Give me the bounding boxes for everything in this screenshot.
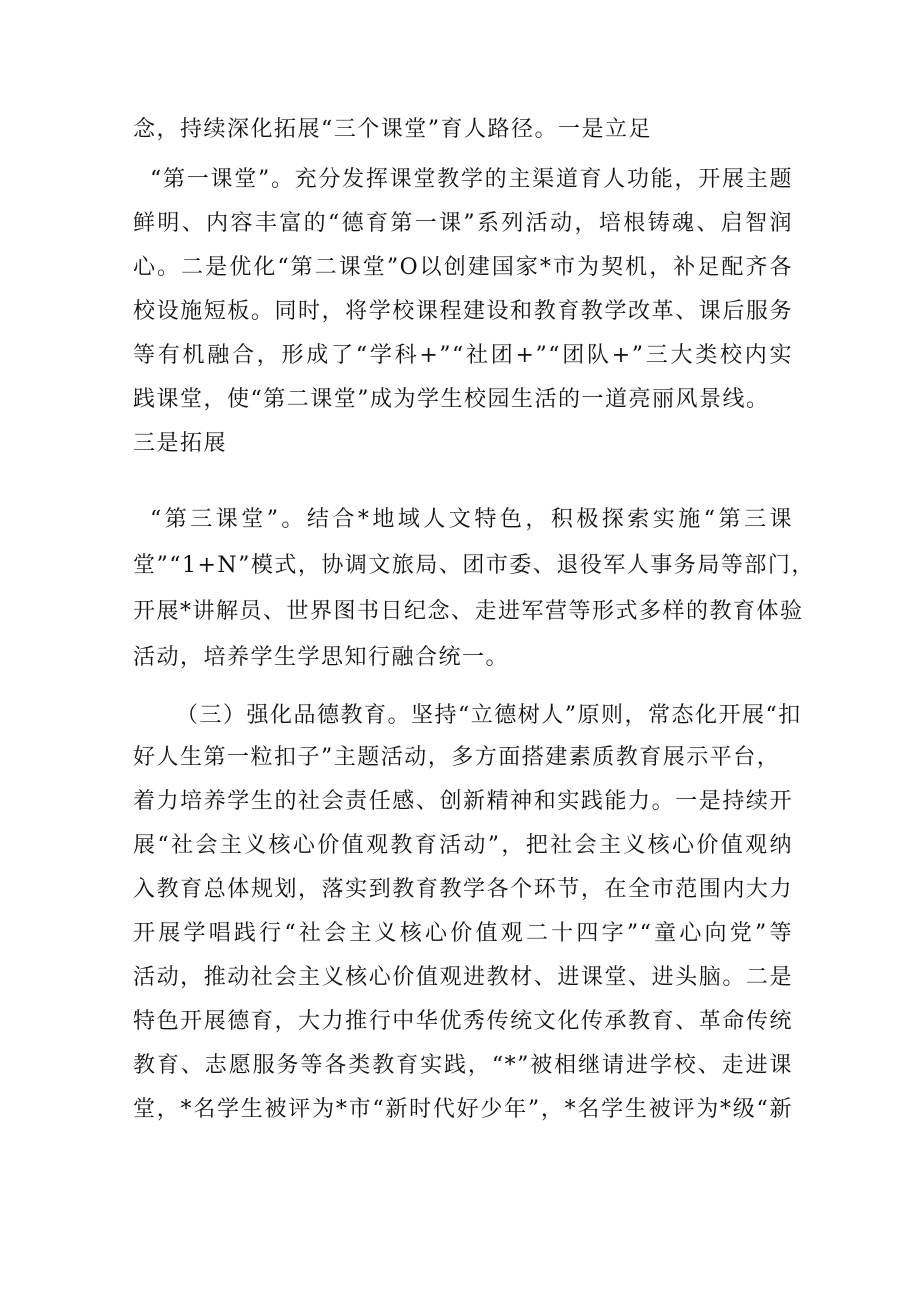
text-line: 心。二是优化“第二课堂”O以创建国家*市为契机，补足配齐各 xyxy=(133,255,793,280)
text-line: 展“社会主义核心价值观教育活动”，把社会主义核心价值观纳 xyxy=(133,833,793,858)
text-line: 践课堂，使“第二课堂”成为学生校园生活的一道亮丽风景线。 xyxy=(133,387,770,412)
text-line: 特色开展德育，大力推行中华优秀传统文化传承教育、革命传统 xyxy=(133,1009,793,1034)
text-line: （三）强化品德教育。坚持“立德树人”原则，常态化开展“扣 xyxy=(176,703,802,728)
text-line: 活动，培养学生学思知行融合统一。 xyxy=(133,645,510,670)
text-line: 着力培养学生的社会责任感、创新精神和实践能力。一是持续开 xyxy=(133,789,793,814)
text-line: 开展*讲解员、世界图书日纪念、走进军营等形式多样的教育体验 xyxy=(133,599,804,624)
text-line: 堂，*名学生被评为*市“新时代好少年”，*名学生被评为*级“新 xyxy=(133,1097,793,1122)
text-line: 教育、志愿服务等各类教育实践，“*”被相继请进学校、走进课 xyxy=(133,1053,793,1078)
text-line: 等有机融合，形成了“学科+”“社团+”“团队+”三大类校内实 xyxy=(133,343,793,368)
text-line: 鲜明、内容丰富的“德育第一课”系列活动，培根铸魂、启智润 xyxy=(133,211,793,236)
text-line: 入教育总体规划，落实到教育教学各个环节，在全市范围内大力 xyxy=(133,877,793,902)
text-line: 开展学唱践行“社会主义核心价值观二十四字”“童心向党”等 xyxy=(133,921,793,946)
text-line: “第三课堂”。结合*地域人文特色，积极探索实施“第三课 xyxy=(150,507,793,532)
text-line: 校设施短板。同时，将学校课程建设和教育教学改革、课后服务 xyxy=(133,299,793,324)
text-line: 念，持续深化拓展“三个课堂”育人路径。一是立足 xyxy=(133,117,652,142)
text-line: 活动，推动社会主义核心价值观进教材、进课堂、进头脑。二是 xyxy=(133,965,793,990)
text-line: 三是拓展 xyxy=(133,431,228,456)
text-line: 堂”“1+N”模式，协调文旅局、团市委、退役军人事务局等部门， xyxy=(133,553,815,578)
text-line: “第一课堂”。充分发挥课堂教学的主渠道育人功能，开展主题 xyxy=(150,167,793,192)
text-line: 好人生第一粒扣子”主题活动，多方面搭建素质教育展示平台， xyxy=(133,745,781,770)
